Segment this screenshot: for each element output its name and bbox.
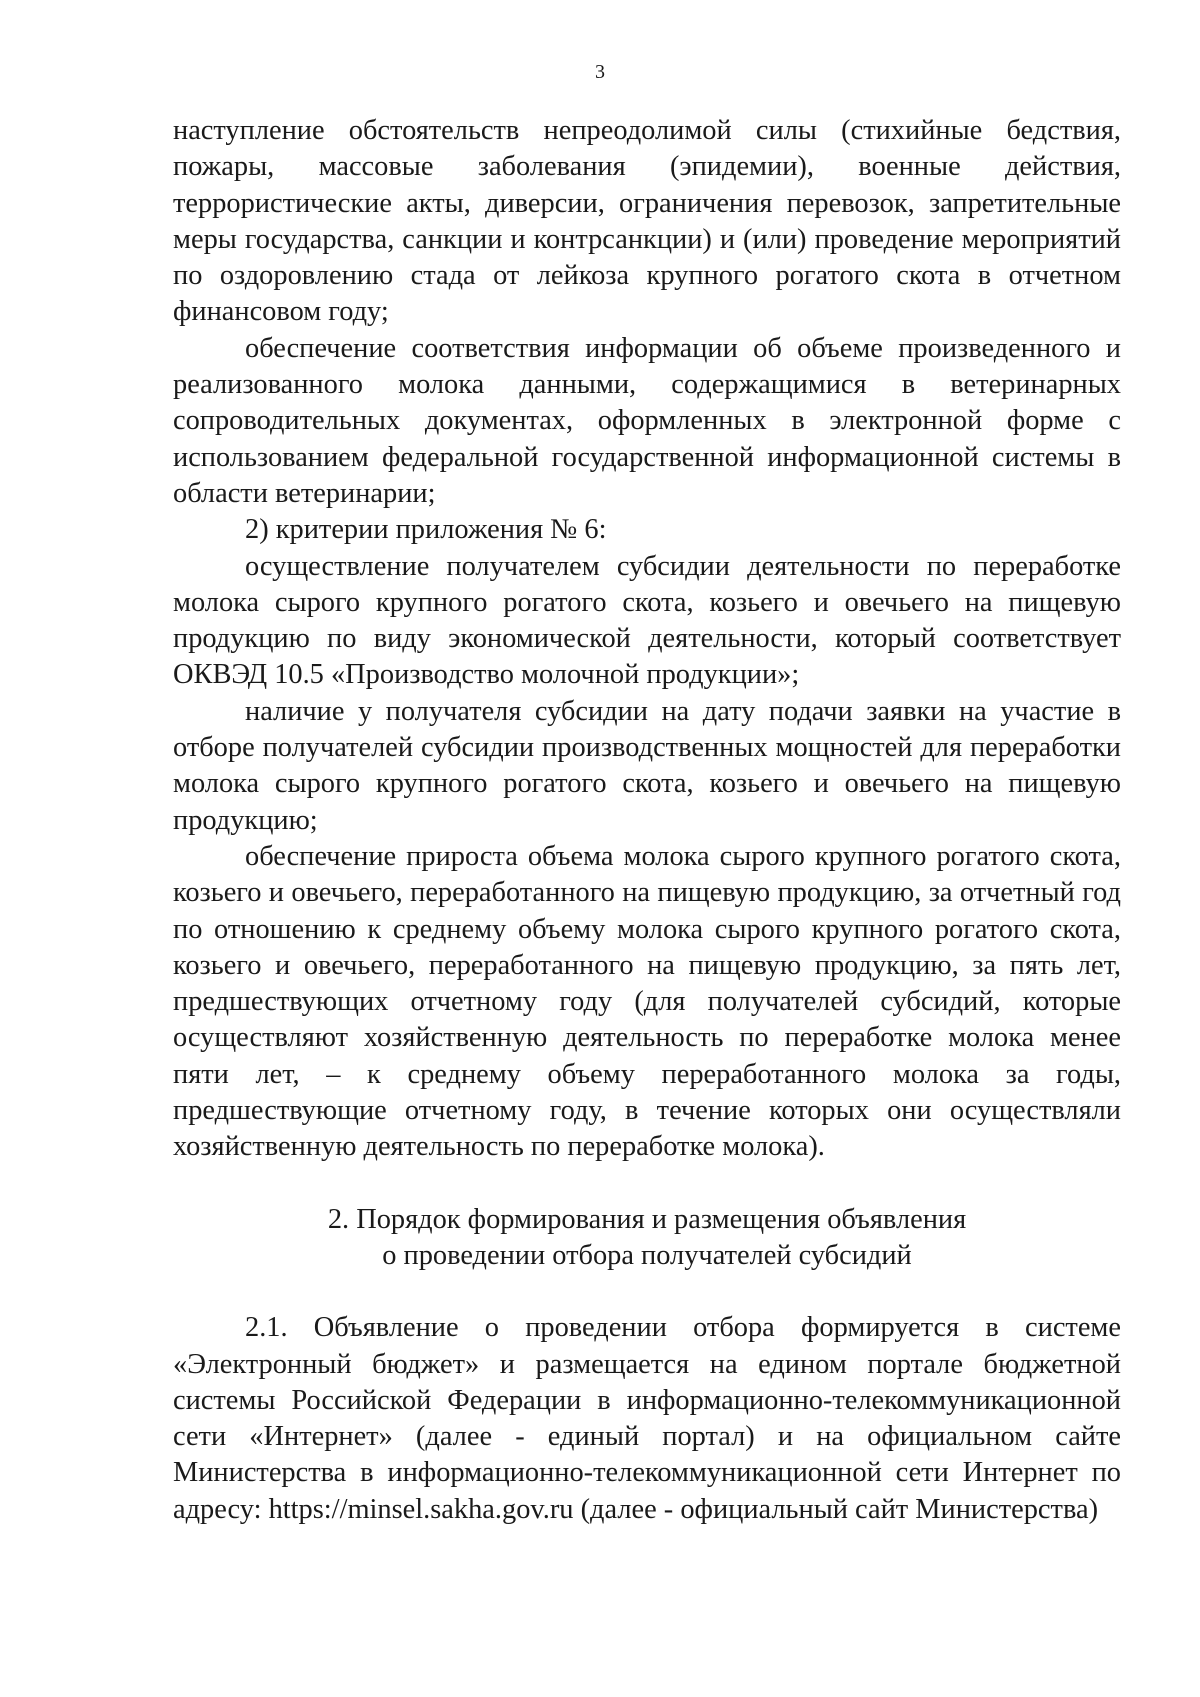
paragraph-announcement: 2.1. Объявление о проведении отбора формируется в системе «Электронный бюджет» и размещается на едином портале бюджетной системы Российской Федерации в информационно-телекоммуникационной сети «Интернет» (далее - единый портал) и на официальном сайте Министерства в информационно-телекоммуникационной сети Интернет по адресу: https://minsel.sakha.gov.ru (далее - официальный сайт Министерства) xyxy=(173,1312,1121,1525)
spacer xyxy=(173,1274,1121,1310)
paragraph-volume-growth: обеспечение прироста объема молока сырого крупного рогатого скота, козьего и овечьего, переработанного на пищевую продукцию, за отчетный год по отношению к среднему объему молока сырого крупного рогатого скота, козьего и овечьего, переработанного на пищевую продукцию, за пять лет, предшествующих отчетному году (для получателей субсидий, которые осуществляют хозяйственную деятельность по переработке молока менее пяти лет, – к среднему объему переработанного молока за годы, предшествующие отчетному году, в течение которых они осуществляли хозяйственную деятельность по переработке молока). xyxy=(173,840,1121,1163)
section-heading-line-2: о проведении отбора получателей субсидий xyxy=(382,1239,912,1271)
paragraph-veterinary-docs: обеспечение соответствия информации об объеме произведенного и реализованного молока данными, содержащимися в ветеринарных сопроводительных документах, оформленных в электронной форме с использованием федеральной государственной информационной системы в области ветеринарии; xyxy=(173,332,1121,509)
paragraph-milk-processing-activity: осуществление получателем субсидии деятельности по переработке молока сырого крупного рогатого скота, козьего и овечьего на пищевую продукцию по виду экономической деятельности, который соответствует ОКВЭД 10.5 «Производство молочной продукции»; xyxy=(173,550,1121,691)
section-heading-line-1: 2. Порядок формирования и размещения объявления xyxy=(327,1203,967,1235)
paragraph-criteria-appendix-6: 2) критерии приложения № 6: xyxy=(245,514,607,546)
document-body xyxy=(173,113,1121,1528)
page-number: 3 xyxy=(595,61,605,83)
paragraph-production-capacity: наличие у получателя субсидии на дату подачи заявки на участие в отборе получателей субсидии производственных мощностей для переработки молока сырого крупного рогатого скота, козьего и овечьего на пищевую продукцию; xyxy=(173,695,1121,836)
paragraph-force-majeure: наступление обстоятельств непреодолимой силы (стихийные бедствия, пожары, массовые заболевания (эпидемии), военные действия, террористические акты, диверсии, ограничения перевозок, запретительные меры государства, санкции и контрсанкции) и (или) проведение мероприятий по оздоровлению стада от лейкоза крупного рогатого скота в отчетном финансовом году; xyxy=(173,115,1121,328)
spacer xyxy=(173,1166,1121,1202)
